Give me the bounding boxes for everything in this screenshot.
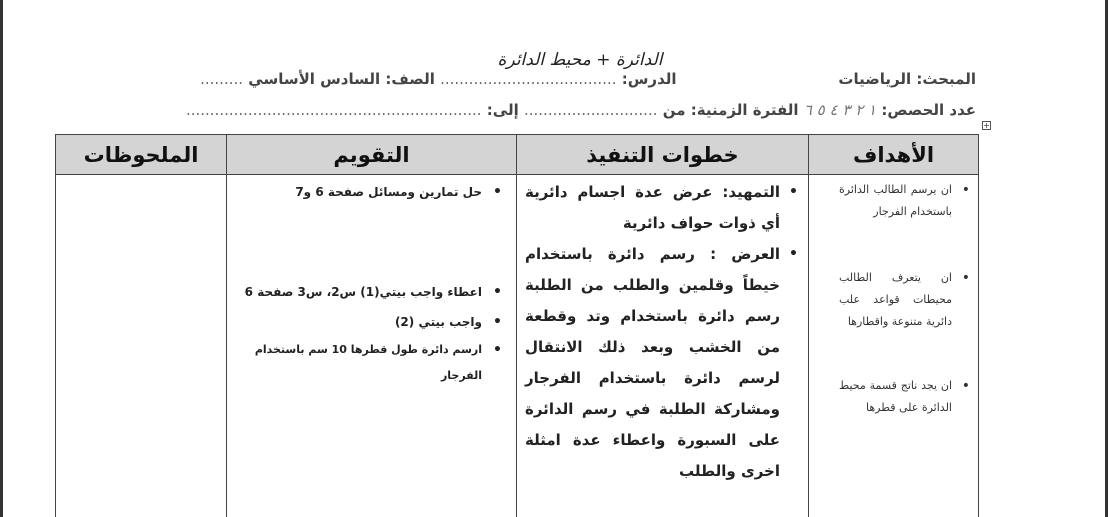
goal-item: • ان يتعرف الطالب محيطات قواعد علب دائرية متنوعة واقطارها	[809, 267, 978, 333]
table-header-row	[56, 135, 979, 175]
goal-item: • ان يجد ناتج قسمة محيط الدائرة على قطرها	[809, 375, 978, 419]
header-steps: خطوات التنفيذ	[517, 135, 809, 175]
sessions-numbers: ١ ٢ ٣ ٤ ٥ ٦	[803, 101, 877, 119]
steps-list	[517, 175, 808, 487]
goal-item: • ان يرسم الطالب الدائرة باستخدام الفرجار	[809, 179, 978, 223]
evaluation-item: • واجب بيتي (2)	[227, 311, 516, 333]
lesson-plan-table	[55, 134, 979, 517]
to-dots: ..............................................................	[185, 101, 482, 119]
notes-cell[interactable]	[56, 175, 227, 517]
table-row	[56, 175, 979, 517]
lesson-label: الدرس:	[621, 70, 677, 88]
grade-label: الصف:	[385, 70, 435, 88]
header-line-sessions	[186, 101, 976, 119]
period-dots: ............................	[523, 101, 658, 119]
evaluation-list	[227, 181, 516, 389]
evaluation-item: • ارسم دائرة طول قطرها 10 سم باستخدام الفرجار	[227, 337, 516, 389]
step-item: • التمهيد: عرض عدة اجسام دائرية أي ذوات حواف دائرية	[517, 177, 808, 239]
evaluation-cell[interactable]	[227, 175, 517, 517]
grade-value: السادس الأساسي	[248, 70, 381, 88]
table-move-handle-icon[interactable]: +	[983, 121, 990, 130]
steps-cell[interactable]	[517, 175, 809, 517]
subject-value: الرياضيات	[838, 70, 912, 88]
goals-list	[809, 179, 978, 419]
evaluation-item: • اعطاء واجب بيتي(1) س2، س3 صفحة 6	[227, 279, 516, 305]
lesson-dots: .....................................	[440, 70, 617, 88]
sessions-label: عدد الحصص:	[881, 101, 976, 119]
page-border-left	[0, 0, 3, 517]
header-line-subject	[200, 70, 976, 88]
header-evaluation: التقويم	[227, 135, 517, 175]
evaluation-item: • حل تمارين ومسائل صفحة 6 و7	[227, 181, 516, 203]
period-label: الفترة الزمنية: من	[662, 101, 799, 119]
subject-label: المبحث:	[916, 70, 976, 88]
header-notes: الملحوظات	[56, 135, 227, 175]
step-item: • العرض : رسم دائرة باستخدام خيطاً وقلمين والطلب من الطلبة رسم دائرة باستخدام وتد وقطعة من الخشب وبعد ذلك الانتقال لرسم دائرة باستخدام الفرجار ومشاركة الطلبة في رسم الدائرة على السبورة واعطاء عدة امثلة اخرى والطلب	[517, 239, 808, 487]
to-label: إلى:	[486, 101, 519, 119]
header-goals: الأهداف	[809, 135, 979, 175]
grade-dots: .........	[200, 70, 244, 88]
lesson-title-handwritten: الدائرة + محيط الدائرة	[497, 50, 663, 70]
goals-cell[interactable]	[809, 175, 979, 517]
